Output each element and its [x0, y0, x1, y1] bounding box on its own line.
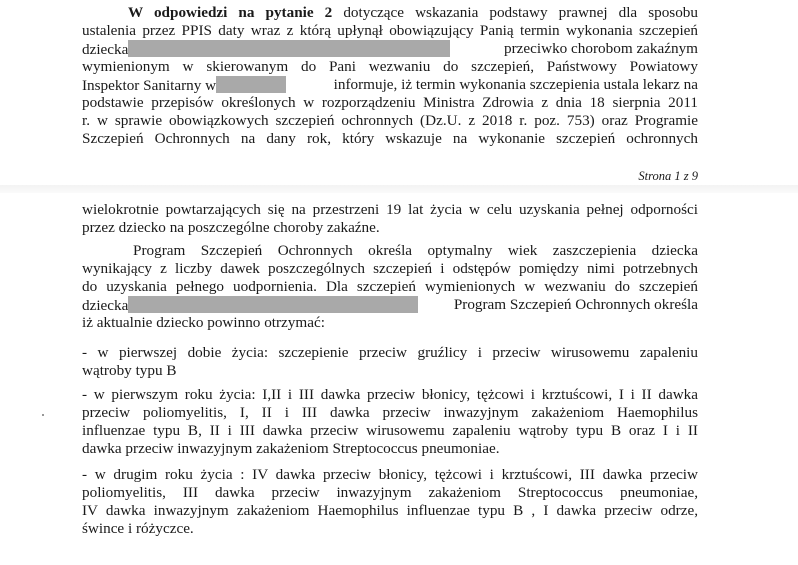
scan-speck: [42, 414, 44, 416]
p1-line-3: dziecka przeciwko chorobom zakaźnym: [82, 40, 698, 58]
bullet-first-year-line-1: - w pierwszym roku życia: I,II i III dawka przeciw błonicy, tężcowi i krztuścowi, I i II dawka: [82, 386, 698, 403]
p2-para2-line-2: wynikający z liczby dawek poszczególnych szczepień i odstępów pomiędzy nimi potrzebnych: [82, 260, 698, 277]
p1-line-1: W odpowiedzi na pytanie 2 dotyczące wskazania podstawy prawnej dla sposobu: [128, 4, 698, 21]
redacted-child-name-2: [128, 296, 418, 313]
question-2-heading: W odpowiedzi na pytanie 2: [128, 4, 333, 21]
bullet-first-year-line-2: przeciw poliomyelitis, I, II i III dawka przeciw inwazyjnym zakażeniom Haemophilus: [82, 404, 698, 421]
bullet-first-year-line-4: dawka przeciw inwazyjnym zakażeniom Streptococcus pneumoniae.: [82, 440, 500, 457]
p2-line-2: przez dziecko na poszczególne choroby zakaźne.: [82, 219, 380, 236]
p2-para2-line-5: iż aktualnie dziecko powinno otrzymać:: [82, 314, 325, 331]
bullet-second-year-line-2: poliomyelitis, III dawka przeciw inwazyjnym zakażeniom Streptococcus pneumoniae,: [82, 484, 698, 501]
p1-line-6: podstawie przepisów określonych w rozporządzeniu Ministra Zdrowia z dnia 18 sierpnia 2011: [82, 94, 698, 111]
page-break: [0, 185, 798, 193]
p2-para2-line-3: do uzyskania pełnego uodpornienia. Dla szczepień wymienionych w wezwaniu do szczepień: [82, 278, 698, 295]
redacted-location: [216, 76, 286, 93]
bullet-second-year-line-3: IV dawka inwazyjnym zakażeniom Haemophilus influenzae typu B , I dawka przeciw odrze,: [82, 502, 698, 519]
bullet-second-year-line-4: śwince i różyczce.: [82, 520, 194, 537]
bullet-first-day-line-2: wątroby typu B: [82, 362, 177, 379]
p1-line-7: r. w sprawie obowiązkowych szczepień ochronnych (Dz.U. z 2018 r. poz. 753) oraz Programie: [82, 112, 698, 129]
page-number-footer: Strona 1 z 9: [638, 169, 698, 183]
p1-line-2: ustalenia przez PPIS daty wraz z którą upłynął obowiązujący Panią termin wykonania szczepień: [82, 22, 698, 39]
bullet-second-year-line-1: - w drugim roku życia : IV dawka przeciw błonicy, tężcowi i krztuścowi, III dawka przeciw: [82, 466, 698, 483]
p2-para2-line-1: Program Szczepień Ochronnych określa optymalny wiek zaszczepienia dziecka: [133, 242, 698, 259]
p1-line-8: Szczepień Ochronnych na dany rok, który wskazuje na wykonanie szczepień ochronnych: [82, 130, 698, 147]
p2-line-1: wielokrotnie powtarzających się na przestrzeni 19 lat życia w celu uzyskania pełnej odporności: [82, 201, 698, 218]
p1-line-5: Inspektor Sanitarny w informuje, iż termin wykonania szczepienia ustala lekarz na: [82, 76, 698, 94]
bullet-first-day-line-1: - w pierwszej dobie życia: szczepienie przeciw gruźlicy i przeciw wirusowemu zapaleniu: [82, 344, 698, 361]
p1-line-4: wymienionym w skierowanym do Pani wezwaniu do szczepień, Państwowy Powiatowy: [82, 58, 698, 75]
redacted-child-name: [128, 40, 450, 57]
bullet-first-year-line-3: influenzae typu B, II i III dawka przeciw wirusowemu zapaleniu wątroby typu B oraz I i II: [82, 422, 698, 439]
p2-para2-line-4: dziecka Program Szczepień Ochronnych określa: [82, 296, 698, 314]
